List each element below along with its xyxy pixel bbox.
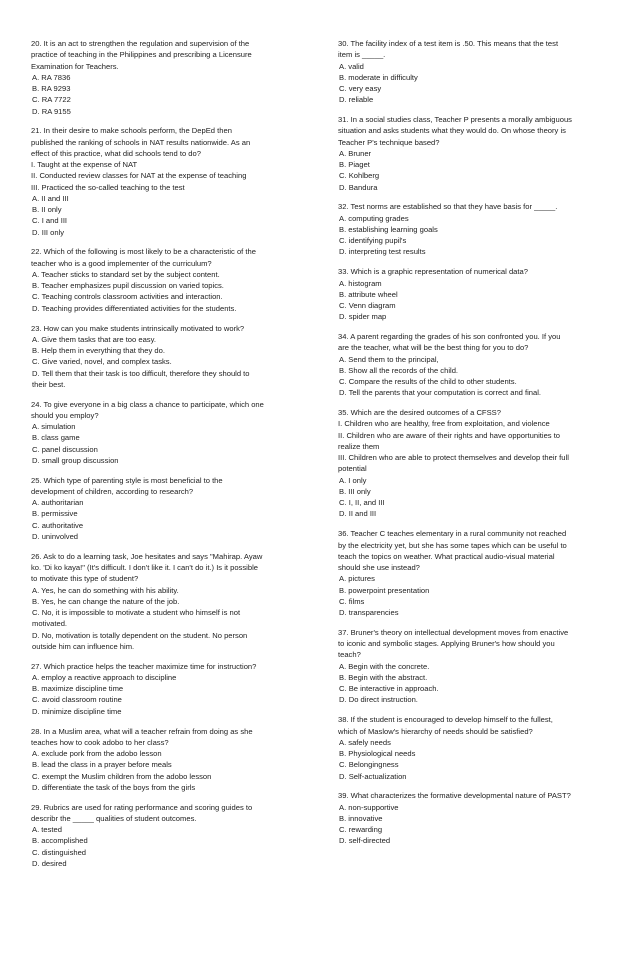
question-text-line: to iconic and symbolic stages. Applying Bruner's how should you — [338, 639, 555, 649]
answer-option: A. valid — [339, 61, 364, 71]
question-block — [31, 475, 299, 543]
answer-options — [338, 61, 608, 106]
question-text-line: 27. Which practice helps the teacher maximize time for instruction? — [31, 661, 257, 671]
answer-option: C. Compare the results of the child to other students. — [339, 377, 517, 387]
answer-option: D. II and III — [339, 509, 377, 519]
answer-option: B. III only — [339, 486, 371, 496]
question-stem — [31, 475, 299, 498]
answer-option: D. differentiate the task of the boys from the girls — [32, 782, 196, 792]
left-column — [31, 38, 299, 878]
question-text-line: 38. If the student is encouraged to develop himself to the fullest, — [338, 715, 553, 725]
answer-option: D. small group discussion — [32, 455, 119, 465]
question-stem — [31, 125, 299, 193]
answer-options — [338, 802, 608, 847]
answer-option: motivated. — [32, 619, 68, 629]
answer-option: A. RA 7836 — [32, 72, 71, 82]
answer-option: C. rewarding — [339, 825, 383, 835]
answer-option: C. films — [339, 596, 365, 606]
answer-options — [31, 334, 299, 390]
answer-options — [338, 278, 608, 323]
answer-option: D. Bandura — [339, 182, 378, 192]
answer-options — [31, 824, 299, 869]
answer-option: C. RA 7722 — [32, 95, 71, 105]
question-stem — [31, 661, 299, 672]
question-text-line: 23. How can you make students intrinsically motivated to work? — [31, 323, 245, 333]
answer-option: B. permissive — [32, 509, 78, 519]
answer-option: A. non-supportive — [339, 802, 399, 812]
question-text-line: I. Taught at the expense of NAT — [31, 160, 138, 170]
answer-option: B. Help them in everything that they do. — [32, 346, 165, 356]
answer-option: C. I, II, and III — [339, 498, 385, 508]
question-block — [338, 201, 608, 257]
question-block — [338, 528, 608, 618]
answer-option: B. Show all the records of the child. — [339, 365, 459, 375]
answer-option: B. Piaget — [339, 160, 370, 170]
answer-option: D. Do direct instruction. — [339, 695, 418, 705]
answer-option: A. Teacher sticks to standard set by the subject content. — [32, 269, 220, 279]
answer-option: A. authoritarian — [32, 498, 84, 508]
question-text-line: published the ranking of schools in NAT results nationwide. As an — [31, 137, 251, 147]
right-column — [338, 38, 608, 855]
question-text-line: 36. Teacher C teaches elementary in a rural community not reached — [338, 529, 567, 539]
answer-option: D. spider map — [339, 312, 387, 322]
question-text-line: 20. It is an act to strengthen the regulation and supervision of the — [31, 39, 250, 48]
question-text-line: ko. 'Di ko kaya!" (It's difficult. I don't like it. I can't do it.) Is it possible — [31, 563, 258, 573]
answer-option: A. Yes, he can do something with his ability. — [32, 585, 179, 595]
answer-option: A. I only — [339, 475, 367, 485]
answer-option: A. safely needs — [339, 737, 391, 747]
question-text-line: 28. In a Muslim area, what will a teacher refrain from doing as she — [31, 726, 253, 736]
question-text-line: II. Conducted review classes for NAT at the expense of teaching — [31, 171, 247, 181]
question-stem — [338, 407, 608, 475]
answer-option: A. Begin with the concrete. — [339, 661, 430, 671]
answer-option: B. Physiological needs — [339, 749, 416, 758]
question-text-line: should she use instead? — [338, 563, 420, 573]
question-text-line: effect of this practice, what did schools tend to do? — [31, 148, 201, 158]
answer-options — [31, 585, 299, 653]
answer-option: B. Begin with the abstract. — [339, 672, 428, 682]
question-block — [338, 790, 608, 846]
answer-option: C. distinguished — [32, 847, 87, 857]
answer-option: C. Venn diagram — [339, 301, 396, 311]
answer-option: D. reliable — [339, 95, 374, 105]
answer-options — [31, 193, 299, 238]
question-text-line: 24. To give everyone in a big class a chance to participate, which one — [31, 399, 264, 409]
answer-option: D. RA 9155 — [32, 106, 71, 116]
answer-option: A. exclude pork from the adobo lesson — [32, 749, 162, 758]
answer-option: C. avoid classroom routine — [32, 695, 122, 705]
question-text-line: to motivate this type of student? — [31, 574, 139, 584]
answer-option: C. identifying pupil's — [339, 236, 407, 246]
answer-options — [338, 737, 608, 782]
question-block — [31, 125, 299, 238]
answer-option: A. employ a reactive approach to discipline — [32, 672, 177, 682]
question-text-line: 34. A parent regarding the grades of his son confronted you. If you — [338, 332, 561, 342]
answer-option: D. Tell them that their task is too difficult, therefore they should to — [32, 368, 250, 378]
answer-option: A. computing grades — [339, 213, 409, 223]
question-stem — [31, 246, 299, 269]
question-block — [31, 661, 299, 717]
question-text-line: item is _____. — [338, 50, 386, 60]
answer-options — [31, 269, 299, 314]
answer-option: A. tested — [32, 825, 62, 835]
question-text-line: situation and asks students what they would do. On whose theory is — [338, 126, 566, 136]
answer-option: A. histogram — [339, 278, 382, 288]
question-block — [338, 627, 608, 706]
question-text-line: teach? — [338, 650, 361, 660]
answer-option: C. Be interactive in approach. — [339, 684, 439, 694]
question-text-line: which of Maslow's hierarchy of needs should be satisfied? — [338, 726, 533, 736]
question-text-line: 22. Which of the following is most likely to be a characteristic of the — [31, 247, 256, 257]
answer-option: A. pictures — [339, 574, 375, 584]
answer-option: D. interpreting test results — [339, 247, 426, 257]
answer-option: B. class game — [32, 433, 80, 443]
answer-option: D. No, motivation is totally dependent on the student. No person — [32, 630, 248, 640]
question-text-line: development of children, according to research? — [31, 486, 194, 496]
question-stem — [31, 551, 299, 585]
answer-option: B. innovative — [339, 813, 383, 823]
question-text-line: potential — [338, 464, 367, 474]
question-text-line: III. Children who are able to protect themselves and develop their full — [338, 453, 569, 463]
answer-option: A. simulation — [32, 422, 76, 432]
answer-option: their best. — [32, 379, 66, 389]
question-block — [31, 802, 299, 870]
answer-option: D. transparencies — [339, 608, 399, 618]
answer-options — [338, 213, 608, 258]
question-text-line: 21. In their desire to make schools perform, the DepEd then — [31, 126, 232, 136]
question-text-line: describr the _____ qualities of student outcomes. — [31, 813, 197, 823]
question-block — [338, 266, 608, 322]
question-stem — [31, 323, 299, 334]
question-block — [338, 114, 608, 193]
question-text-line: 39. What characterizes the formative developmental nature of PAST? — [338, 791, 571, 801]
question-text-line: are the teacher, what will be the best thing for you to do? — [338, 343, 529, 353]
question-text-line: III. Practiced the so-called teaching to the test — [31, 182, 185, 192]
answer-options — [31, 497, 299, 542]
question-text-line: teaches how to cook adobo to her class? — [31, 737, 169, 747]
question-block — [31, 726, 299, 794]
answer-option: C. very easy — [339, 84, 382, 93]
answer-option: D. minimize discipline time — [32, 706, 122, 716]
question-text-line: 32. Test norms are established so that they have basis for _____. — [338, 202, 558, 212]
answer-option: D. III only — [32, 227, 65, 237]
question-block — [338, 331, 608, 399]
answer-options — [338, 573, 608, 618]
question-text-line: realize them — [338, 441, 380, 451]
question-stem — [338, 528, 608, 573]
question-text-line: should you employ? — [31, 410, 99, 420]
answer-option: C. exempt the Muslim children from the adobo lesson — [32, 771, 212, 781]
answer-option: A. Send them to the principal, — [339, 354, 439, 364]
answer-option: A. Give them tasks that are too easy. — [32, 334, 156, 344]
answer-options — [338, 148, 608, 193]
answer-option: C. Kohlberg — [339, 171, 380, 181]
question-text-line: 30. The facility index of a test item is .50. This means that the test — [338, 39, 559, 48]
answer-option: D. desired — [32, 858, 67, 868]
answer-option: B. attribute wheel — [339, 289, 398, 299]
answer-options — [31, 672, 299, 717]
answer-option: B. maximize discipline time — [32, 684, 124, 694]
answer-options — [338, 475, 608, 520]
answer-option: B. lead the class in a prayer before meals — [32, 760, 172, 770]
answer-option: C. Give varied, novel, and complex tasks. — [32, 357, 172, 367]
question-block — [31, 38, 299, 117]
answer-option: B. moderate in difficulty — [339, 72, 418, 82]
answer-option: C. No, it is impossible to motivate a student who himself is not — [32, 608, 241, 618]
answer-option: A. II and III — [32, 193, 69, 203]
answer-options — [31, 748, 299, 793]
question-text-line: 33. Which is a graphic representation of numerical data? — [338, 267, 528, 277]
question-text-line: Teacher P's technique based? — [338, 137, 440, 147]
answer-option: B. RA 9293 — [32, 84, 71, 93]
question-stem — [338, 627, 608, 661]
question-text-line: 25. Which type of parenting style is most beneficial to the — [31, 475, 223, 485]
question-block — [31, 399, 299, 467]
answer-option: D. uninvolved — [32, 531, 79, 541]
answer-option: C. panel discussion — [32, 444, 98, 454]
question-stem — [338, 38, 608, 61]
question-block — [31, 246, 299, 314]
question-text-line: teach the topics on weather. What practical audio-visual material — [338, 551, 555, 561]
question-text-line: 31. In a social studies class, Teacher P presents a morally ambiguous — [338, 115, 572, 125]
question-stem — [338, 201, 608, 212]
answer-option: B. II only — [32, 205, 62, 215]
answer-option: C. Belongingness — [339, 760, 399, 770]
question-text-line: Examination for Teachers. — [31, 61, 119, 71]
question-text-line: practice of teaching in the Philippines and prescribing a Licensure — [31, 50, 252, 60]
question-stem — [31, 399, 299, 422]
question-text-line: 37. Bruner's theory on intellectual development moves from enactive — [338, 627, 569, 637]
question-text-line: I. Children who are healthy, free from exploitation, and violence — [338, 419, 550, 429]
answer-options — [338, 354, 608, 399]
question-block — [31, 323, 299, 391]
answer-option: B. establishing learning goals — [339, 224, 438, 234]
answer-option: D. Teaching provides differentiated activities for the students. — [32, 303, 237, 313]
answer-option: C. Teaching controls classroom activities and interaction. — [32, 292, 223, 302]
question-text-line: 29. Rubrics are used for rating performance and scoring guides to — [31, 802, 253, 812]
question-text-line: 26. Ask to do a learning task, Joe hesitates and says "Mahirap. Ayaw — [31, 551, 263, 561]
answer-options — [31, 421, 299, 466]
answer-option: C. authoritative — [32, 520, 84, 530]
answer-option: A. Bruner — [339, 148, 372, 158]
answer-option: B. Yes, he can change the nature of the job. — [32, 596, 180, 606]
answer-option: B. Teacher emphasizes pupil discussion on varied topics. — [32, 281, 224, 291]
question-block — [338, 714, 608, 782]
answer-option: outside him can influence him. — [32, 641, 135, 651]
question-text-line: II. Children who are aware of their rights and have opportunities to — [338, 430, 561, 440]
question-block — [31, 551, 299, 652]
question-text-line: by the electricity yet, but she has some tapes which can be useful to — [338, 540, 567, 550]
answer-option: D. Self-actualization — [339, 771, 407, 781]
answer-option: D. Tell the parents that your computation is correct and final. — [339, 388, 542, 398]
answer-option: C. I and III — [32, 216, 68, 226]
question-stem — [338, 266, 608, 277]
question-stem — [338, 790, 608, 801]
question-stem — [31, 38, 299, 72]
answer-option: B. accomplished — [32, 836, 88, 846]
question-stem — [338, 331, 608, 354]
question-block — [338, 38, 608, 106]
answer-option: B. powerpoint presentation — [339, 585, 430, 595]
question-stem — [338, 114, 608, 148]
question-block — [338, 407, 608, 520]
answer-options — [31, 72, 299, 117]
answer-option: D. self-directed — [339, 836, 391, 846]
question-stem — [31, 726, 299, 749]
question-stem — [31, 802, 299, 825]
question-stem — [338, 714, 608, 737]
question-text-line: 35. Which are the desired outcomes of a CFSS? — [338, 408, 501, 418]
answer-options — [338, 661, 608, 706]
question-text-line: teacher who is a good implementer of the curriculum? — [31, 258, 212, 268]
